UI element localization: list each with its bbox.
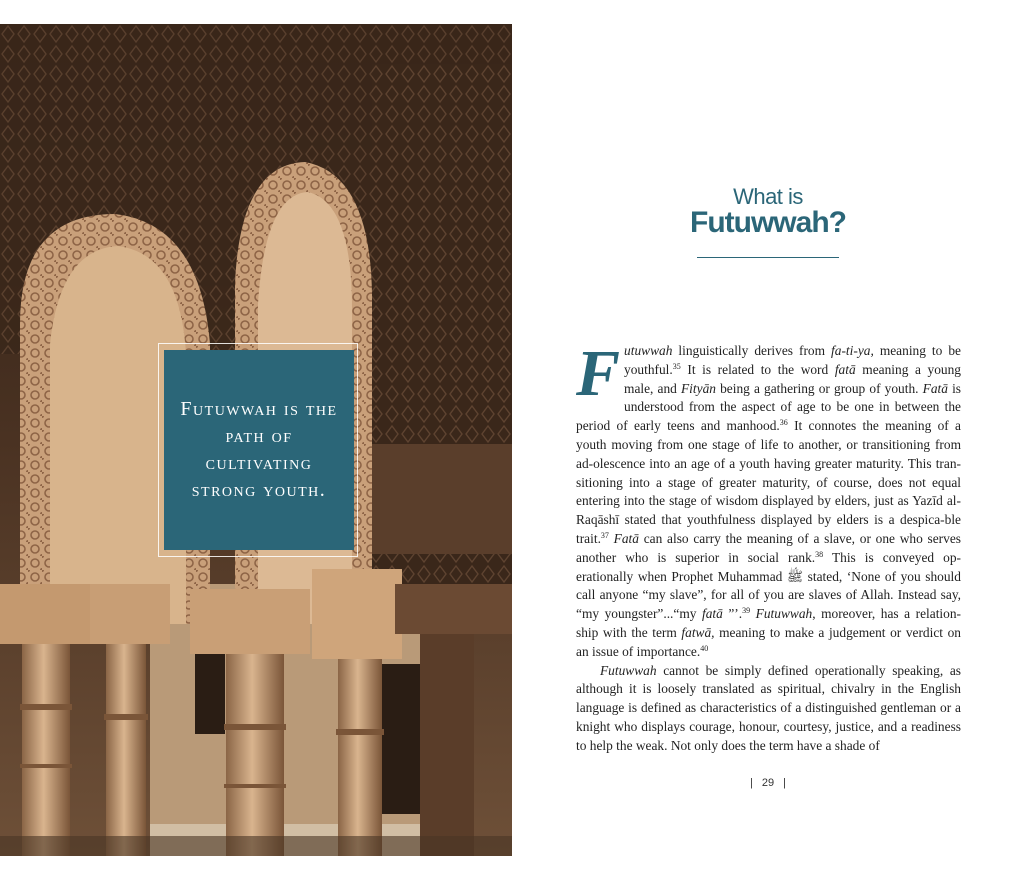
chapter-kicker: What is: [733, 184, 803, 209]
footnote-ref: 35: [672, 361, 681, 371]
text-run: can also carry the meaning of a slave, or one who serves another who is superior in social rank.: [576, 530, 961, 565]
pull-quote-box: [164, 350, 354, 550]
text-run: Futuwwah: [755, 606, 813, 622]
text-run: fa-ti-ya,: [831, 343, 874, 358]
text-run: It connotes the meaning of a youth moving from one stage of life to another, or transitioning from ad-olescence into an age of a youth having greater maturity. This tran-sitioning into a stage of greater maturity, of course, does not equal entering into the stage of wisdom displayed by elders, just as Yazīd al-Raqāshī stated that youthfulness displayed by elders is a despica-ble trait.: [576, 418, 961, 546]
footnote-ref: 37: [600, 530, 609, 540]
text-run: cannot be simply defined operationally speaking, as although it is loosely translated as spiritual, chivalry in the English language is defined as characteristics of a distinguished gentleman or a knight who displays courage, honour, courtesy, justice, and a readiness to help the weak. Not only does the term have a shade of: [576, 662, 961, 753]
page-number: | 29 |: [749, 777, 787, 789]
paragraph-2: [576, 662, 961, 756]
title-rule: [697, 257, 839, 258]
text-run: This is conveyed op-erationally when Prophet Muhammad ﷺ stated, ‘None of you should call anyone “my slave”, for all of you are slaves of Allah. Instead say, “my youngster”...“my: [576, 549, 962, 622]
text-run: meaning to be youthful.: [624, 343, 961, 377]
text-run: Fatā: [613, 530, 639, 546]
text-run: fatwā,: [681, 624, 715, 640]
text-run: being a gathering or group of youth.: [715, 380, 923, 396]
text-run: Futuwwah: [600, 662, 657, 678]
text-run: utuwwah: [624, 343, 673, 358]
drop-cap: F: [576, 337, 621, 410]
body-text: [576, 337, 962, 756]
text-run: ”’.: [722, 606, 743, 622]
text-run: meaning a young male, and: [624, 361, 962, 396]
footnote-ref: 36: [779, 418, 788, 428]
text-run: Fityān: [681, 380, 716, 396]
chapter-title: Futuwwah?: [690, 206, 846, 239]
text-run: is understood from the aspect of age to be one in between the period of early teens and manhood.: [576, 380, 961, 434]
text-run: linguistically derives from: [672, 343, 832, 358]
text-run: fatā: [834, 361, 856, 377]
footnote-ref: 39: [742, 606, 751, 616]
text-run: It is related to the word: [680, 361, 835, 377]
footnote-ref: 40: [700, 643, 709, 653]
footnote-ref: 38: [815, 549, 824, 559]
text-run: fatā: [701, 606, 723, 622]
text-run: meaning to make a judgement or verdict on an issue of importance.: [576, 624, 961, 659]
text-run: , moreover, has a relation-ship with the term: [576, 606, 961, 640]
text-run: Fatā: [922, 380, 948, 396]
pull-quote-text: Futuwwah is the path of cultivating strong youth.: [180, 398, 338, 501]
paragraph-1: [576, 337, 962, 662]
